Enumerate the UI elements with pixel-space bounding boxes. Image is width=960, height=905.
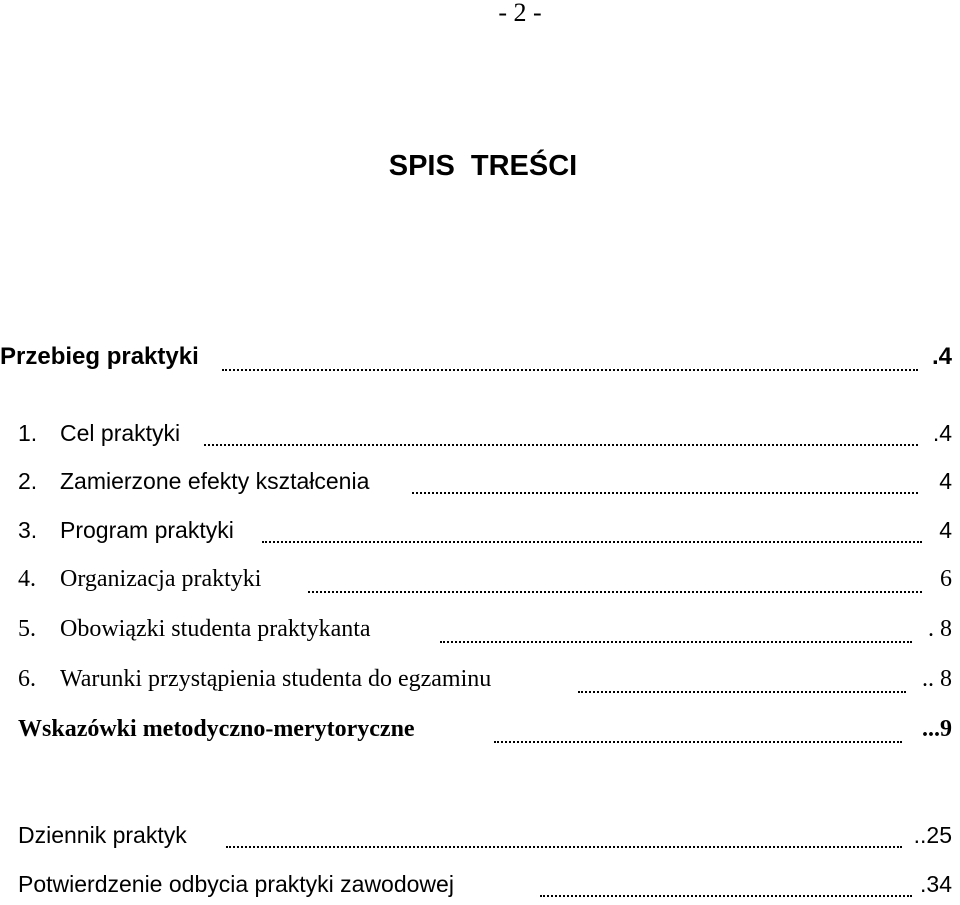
toc-entry-page: . 8 [928,616,952,642]
toc-entry-number: 4. [18,566,36,592]
toc-entry-number: 1. [18,420,38,446]
toc-entry-text: Potwierdzenie odbycia praktyki zawodowej [18,871,454,897]
page-title: SPIS TREŚCI [388,150,578,182]
toc-entry-text: Organizacja praktyki [60,566,262,592]
toc-entry-number: 5. [18,616,36,642]
toc-leader-dots [494,741,902,743]
toc-entry-text: Warunki przystąpienia studenta do egzaminu [60,666,492,692]
toc-leader-dots [578,691,906,693]
toc-entry-page: .4 [931,343,952,370]
toc-leader-dots [226,846,902,848]
toc-entry-text: Dziennik praktyk [18,822,187,848]
toc-leader-dots [204,444,918,446]
toc-entry-number: 6. [18,666,36,692]
toc-entry-page: 6 [940,566,952,592]
toc-entry-text: Wskazówki metodyczno-merytoryczne [18,716,415,742]
toc-entry-page: 4 [939,517,952,543]
toc-entry-page: ...9 [922,716,952,742]
toc-leader-dots [540,895,912,897]
toc-entry-text: Program praktyki [60,517,234,543]
toc-entry-text: Zamierzone efekty kształcenia [60,468,370,494]
toc-entry-page: .4 [932,420,952,446]
toc-leader-dots [308,591,922,593]
toc-entry-page: 4 [939,468,952,494]
toc-entry-page: .34 [920,871,952,897]
toc-entry-text: Cel praktyki [60,420,181,446]
toc-entry-page: .. 8 [922,666,952,692]
toc-leader-dots [222,369,918,371]
toc-entry-text: Przebieg praktyki [0,343,199,370]
toc-leader-dots [262,541,922,543]
toc-entry-number: 2. [18,468,38,494]
toc-entry-page: ..25 [913,822,952,848]
page-number: - 2 - [498,0,542,27]
toc-leader-dots [440,641,912,643]
toc-entry-text: Obowiązki studenta praktykanta [60,616,371,642]
toc-leader-dots [412,492,918,494]
toc-entry-number: 3. [18,517,38,543]
